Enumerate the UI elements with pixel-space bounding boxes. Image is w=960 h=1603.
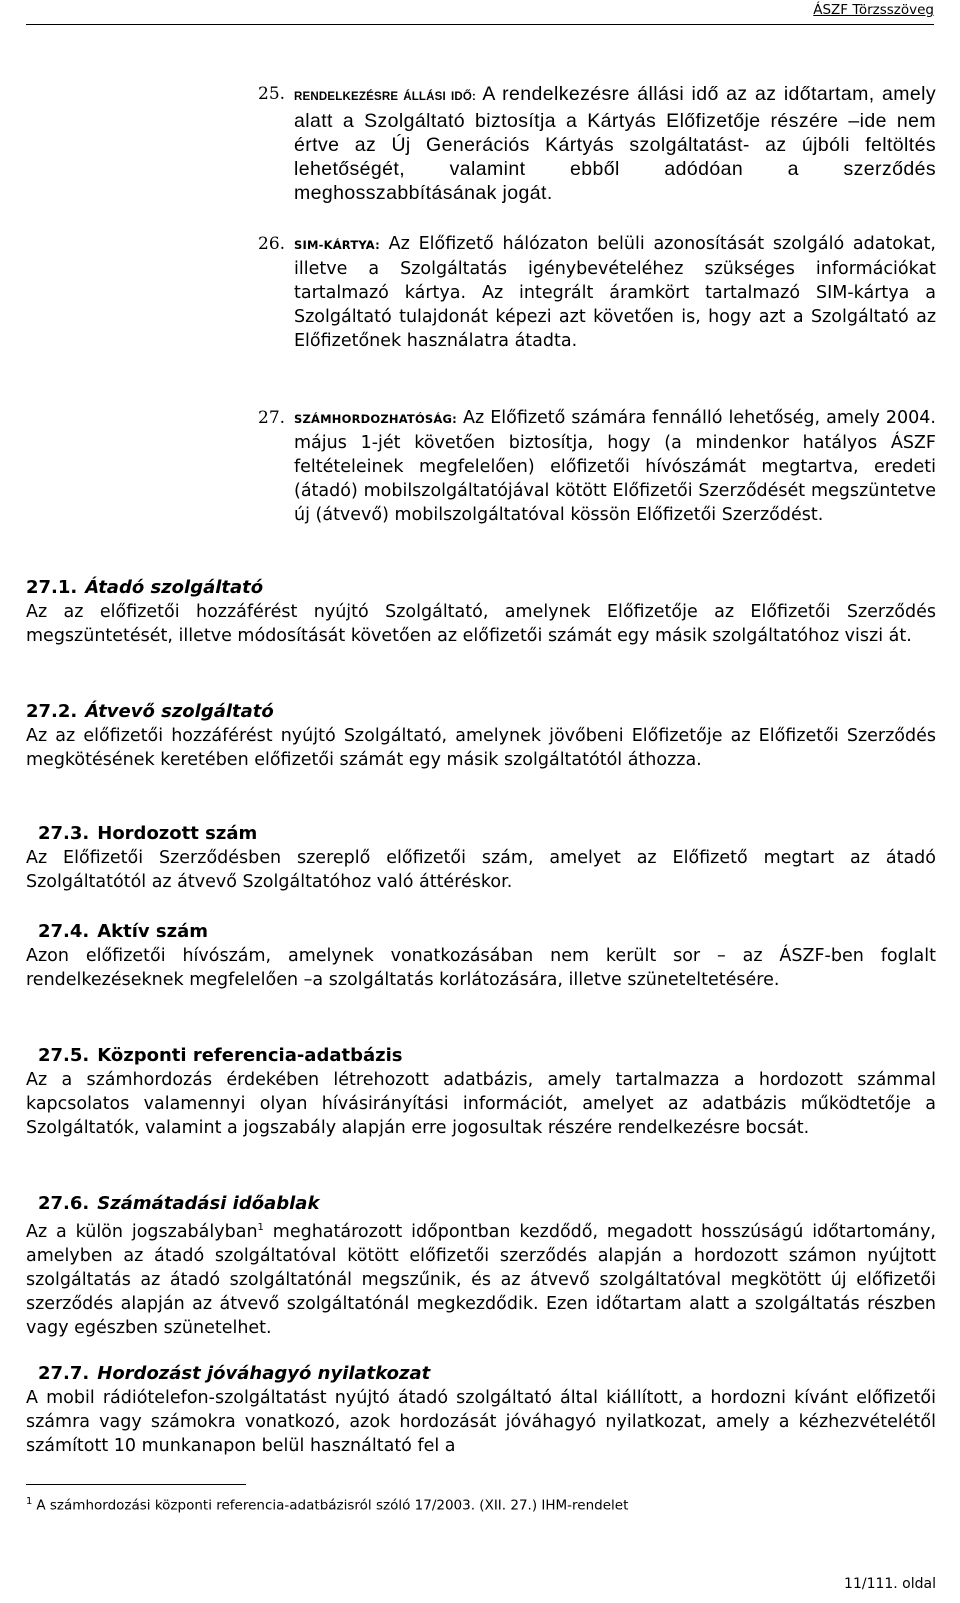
section-27-3 xyxy=(26,822,936,894)
footnote-divider xyxy=(26,1484,246,1485)
definition-text: Az Előfizető hálózaton belüli azonosítását szolgáló adatokat, illetve a Szolgáltatás igénybevételéhez szükséges információkat tartalmazó kártya. Az integrált áramkört tartalmazó SIM-kártya a Szolgáltató tulajdonát képezi azt követően is, hogy azt a Szolgáltató az Előfizetőnek használatra átadta. xyxy=(294,234,936,351)
footnote xyxy=(26,1496,628,1514)
section-text: Az a számhordozás érdekében létrehozott adatbázis, amely tartalmazza a hordozott számmal kapcsolatos valamennyi olyan hívásirányítási információt, amelyet az adatbázis működtetője a Szolgáltatók, valamint a jogszabály alapján erre jogosultak részére rendelkezésre bocsát. xyxy=(26,1070,936,1138)
definition-body xyxy=(294,406,936,527)
definition-number: 27. xyxy=(258,408,286,428)
section-title: Számátadási időablak xyxy=(97,1193,320,1214)
section-27-5 xyxy=(26,1044,936,1140)
definition-number: 25. xyxy=(258,84,286,104)
section-27-2 xyxy=(26,700,936,772)
section-text: Az az előfizetői hozzáférést nyújtó Szolgáltató, amelynek Előfizetője az Előfizetői Szerződés megszüntetését, illetve módosítását követően az előfizetői számát egy másik szolgáltatóhoz viszi át. xyxy=(26,602,936,646)
definition-27 xyxy=(258,406,936,527)
definition-25 xyxy=(258,82,936,205)
section-text-rest: meghatározott időpontban kezdődő, megadott hosszúságú időtartomány, amelyben az átadó szolgáltatóval kötött előfizetői szerződés alapján a hordozott számon nyújtott szolgáltatás az átadó szolgáltatónál megszűnik, és az átvevő szolgáltatóval megkötött új előfizetői szerződés alapján az átvevő szolgáltatónál megkezdődik. Ezen időtartam alatt a szolgáltatás részben vagy egészben szünetelhet. xyxy=(26,1221,936,1338)
definition-number: 26. xyxy=(258,234,286,254)
section-text: Azon előfizetői hívószám, amelynek vonatkozásában nem került sor – az ÁSZF-ben foglalt rendelkezéseknek megfelelően –a szolgáltatás korlátozására, illetve szüneteltetésére. xyxy=(26,946,936,990)
section-text: A mobil rádiótelefon-szolgáltatást nyújtó átadó szolgáltató által kiállított, a hordozni kívánt előfizetői számra vagy számokra vonatkozó, azok hordozását jóváhagyó nyilatkozat, amely a kézhezvételétől számított 10 munkanapon belül használtató fel a xyxy=(26,1388,936,1456)
page-number: 11/111. oldal xyxy=(844,1576,936,1592)
section-title: Átvevő szolgáltató xyxy=(85,701,274,722)
page-header xyxy=(26,0,934,25)
section-heading xyxy=(26,920,936,944)
section-text: Az az előfizetői hozzáférést nyújtó Szolgáltató, amelynek jövőbeni Előfizetője az Előfizetői Szerződés megkötésének keretében előfizetői számát egy másik szolgáltatótól áthozza. xyxy=(26,726,936,770)
definition-26 xyxy=(258,232,936,353)
section-number: 27.2. xyxy=(26,701,78,722)
section-text xyxy=(26,1216,936,1340)
section-heading xyxy=(26,700,936,724)
section-27-4 xyxy=(26,920,936,992)
section-heading xyxy=(26,822,936,846)
section-heading xyxy=(26,576,936,600)
definition-term: SZÁMHORDOZHATÓSÁG: xyxy=(294,412,457,426)
section-27-7 xyxy=(26,1362,936,1458)
section-27-1 xyxy=(26,576,936,648)
section-number: 27.6. xyxy=(38,1193,90,1214)
section-text: Az Előfizetői Szerződésben szereplő előfizetői szám, amelyet az Előfizető megtart az átadó Szolgáltatótól az átvevő Szolgáltatóhoz való áttéréskor. xyxy=(26,848,936,892)
definition-body xyxy=(294,232,936,353)
section-number: 27.7. xyxy=(38,1363,90,1384)
section-text-start: Az a külön jogszabályban xyxy=(26,1221,258,1242)
section-title: Hordozott szám xyxy=(97,823,258,844)
definition-body xyxy=(294,82,936,205)
footnote-mark: 1 xyxy=(26,1496,33,1507)
footnote-text: A számhordozási központi referencia-adatbázisról szóló 17/2003. (XII. 27.) IHM-rendelet xyxy=(36,1497,629,1514)
section-number: 27.3. xyxy=(38,823,90,844)
section-heading xyxy=(26,1192,936,1216)
section-heading xyxy=(26,1044,936,1068)
section-number: 27.5. xyxy=(38,1045,90,1066)
section-title: Aktív szám xyxy=(97,921,209,942)
footnote-ref: 1 xyxy=(257,1222,264,1233)
definition-term: RENDELKEZÉSRE ÁLLÁSI IDŐ: xyxy=(294,91,477,103)
definition-text: A rendelkezésre állási idő az az időtartam, amely alatt a Szolgáltató biztosítja a Kártyás Előfizetője részére –ide nem értve az Új Generációs Kártyás szolgáltatást- az újbóli feltöltés lehetőségét, valamint ebből adódóan a szerződés meghosszabbításának jogát. xyxy=(294,83,936,204)
header-label: ÁSZF Törzsszöveg xyxy=(813,2,934,18)
section-title: Hordozást jóváhagyó nyilatkozat xyxy=(97,1363,431,1384)
section-number: 27.4. xyxy=(38,921,90,942)
definition-term: SIM-KÁRTYA: xyxy=(294,238,380,252)
section-27-6 xyxy=(26,1192,936,1340)
section-number: 27.1. xyxy=(26,577,78,598)
section-title: Központi referencia-adatbázis xyxy=(97,1045,403,1066)
section-heading xyxy=(26,1362,936,1386)
definition-text: Az Előfizető számára fennálló lehetőség, amely 2004. május 1-jét követően biztosítja, hogy (a mindenkor hatályos ÁSZF feltételeinek megfelelően) előfizetői hívószámát megtartva, eredeti (átadó) mobilszolgáltatójával kötött Előfizetői Szerződését megszüntetve új (átvevő) mobilszolgáltatóval kössön Előfizetői Szerződést. xyxy=(294,408,936,525)
section-title: Átadó szolgáltató xyxy=(85,577,264,598)
